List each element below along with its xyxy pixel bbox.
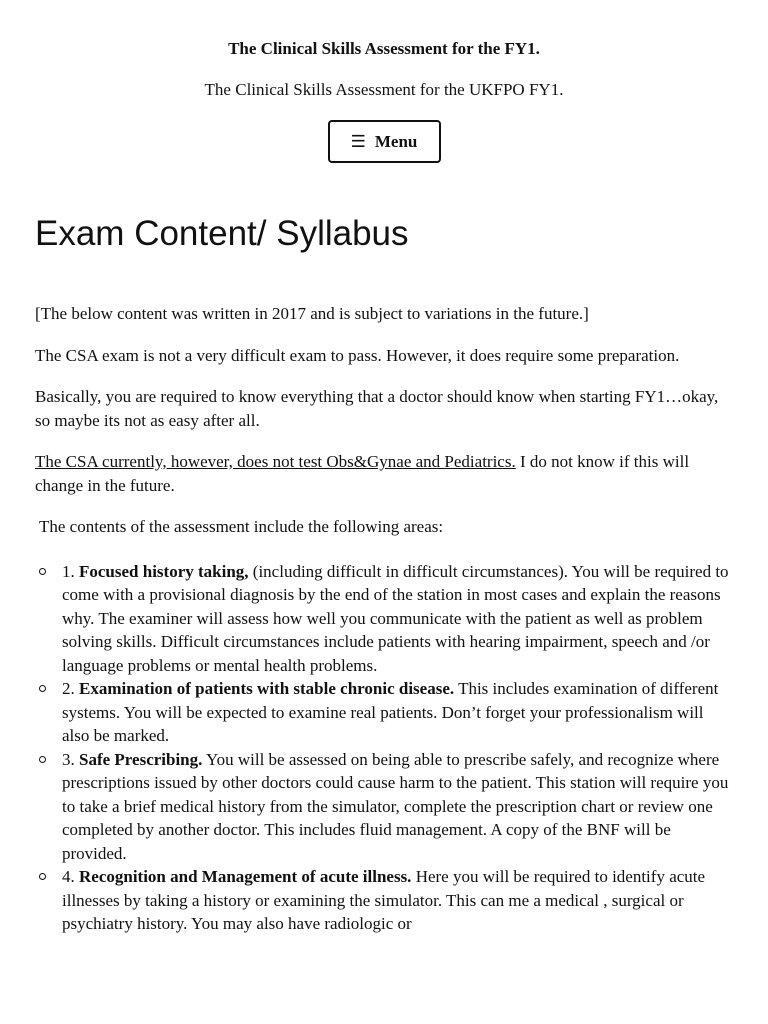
circle-bullet-icon: [39, 756, 46, 763]
not-tested-rest-text: I do not know if this will change in the future.: [35, 452, 690, 495]
hamburger-icon: ☰: [350, 131, 366, 151]
list-item: [35, 865, 733, 936]
disclaimer-paragraph: [The below content was written in 2017 and is subject to variations in the future.]: [35, 304, 589, 323]
site-title-link[interactable]: The Clinical Skills Assessment for the FY1.: [228, 39, 540, 58]
circle-bullet-icon: [39, 873, 46, 880]
circle-bullet-icon: [39, 685, 46, 692]
site-title: [0, 0, 768, 60]
page-title: Exam Content/ Syllabus: [35, 214, 409, 253]
difficulty-paragraph: The CSA exam is not a very difficult exam to pass. However, it does require some preparation.: [35, 345, 680, 365]
list-item-text: (including difficult in difficult circumstances). You will be required to come with a provisional diagnosis by the end of the station in most cases and explain the reasons why. The examiner will assess how well you communicate with the patient as well as problem solving skills. Difficult circumstances include patients with hearing impairment, speech and /or language problems or mental health problems.: [62, 561, 729, 675]
list-item-number: 4.: [62, 867, 79, 886]
list-item: [35, 560, 733, 678]
list-item: [35, 748, 733, 866]
entry-content: [35, 302, 733, 936]
list-item-heading: Safe Prescribing.: [79, 749, 203, 769]
site-description: The Clinical Skills Assessment for the UKFPO FY1.: [204, 80, 564, 99]
areas-intro-paragraph: The contents of the assessment include the following areas:: [39, 517, 444, 536]
basically-paragraph: Basically, you are required to know everything that a doctor should know when starting FY1…okay, so maybe its not as easy after all.: [35, 387, 719, 430]
menu-button[interactable]: [328, 120, 441, 163]
menu-button-label: Menu: [374, 131, 418, 151]
list-item-number: 3.: [62, 749, 79, 769]
list-item: [35, 677, 733, 748]
list-item-heading: Recognition and Management of acute illness.: [79, 867, 412, 886]
list-item-text: This includes examination of different systems. You will be expected to examine real patients. Don’t forget your professionalism will also be marked.: [62, 679, 719, 745]
main-content: [35, 208, 733, 936]
list-item-number: 2.: [62, 679, 79, 698]
list-item-heading: Examination of patients with stable chronic disease.: [79, 679, 455, 698]
list-item-heading: Focused history taking,: [79, 561, 249, 581]
not-tested-underlined-text: The CSA currently, however, does not test Obs&Gynae and Pediatrics.: [35, 452, 516, 471]
not-tested-paragraph: [35, 450, 733, 497]
list-item-number: 1.: [62, 561, 79, 581]
assessment-areas-list: [35, 560, 733, 936]
circle-bullet-icon: [39, 568, 46, 575]
site-header: [0, 0, 768, 163]
list-item-text: Here you will be required to identify acute illnesses by taking a history or examining the simulator. This can me a medical , surgical or psychiatry history. You may also have radiologic or: [62, 867, 706, 933]
list-item-text: You will be assessed on being able to prescribe safely, and recognize where prescriptions issued by other doctors could cause harm to the patient. This station will require you to take a brief medical history from the simulator, complete the prescription chart or review one completed by another doctor. This includes fluid management. A copy of the BNF will be provided.: [62, 749, 729, 863]
